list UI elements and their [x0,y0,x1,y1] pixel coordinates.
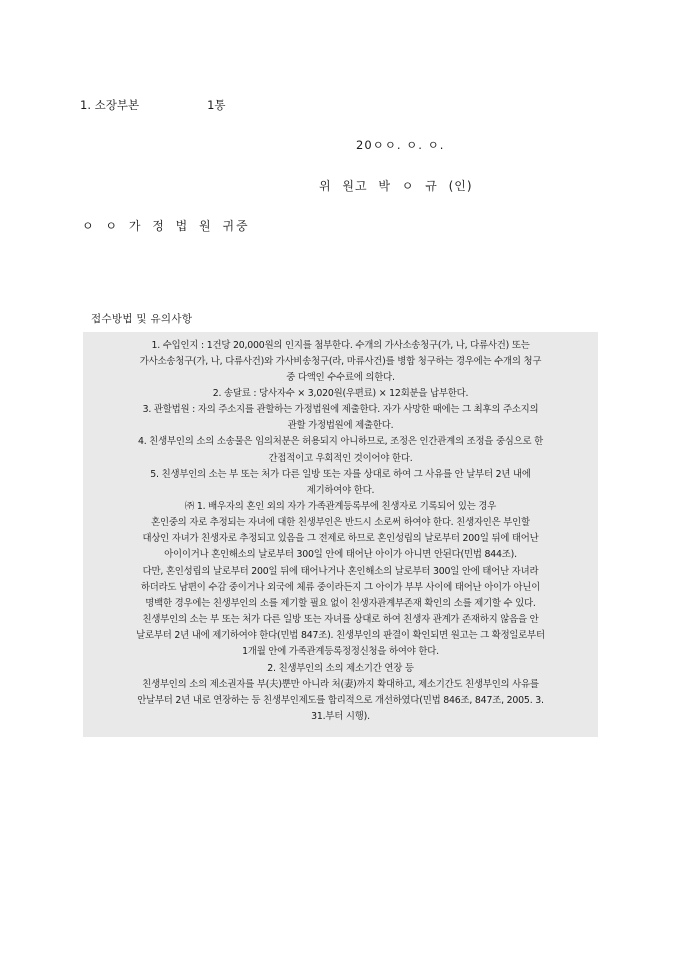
notes-line: 5. 친생부인의 소는 부 또는 처가 다른 일방 또는 자를 상대로 하여 그 사유를 안 날부터 2년 내에 [150,469,531,480]
notes-line: 1개월 안에 가족관계등록정정신청을 하여야 한다. [242,646,439,657]
notes-line: 날로부터 2년 내에 제기하여야 한다(민법 847조). 친생부인의 판결이 확인되면 원고는 그 확정일로부터 [136,630,545,641]
document-date: 20ㅇㅇ. ㅇ. ㅇ. [356,138,445,152]
notes-line: 가사소송청구(가, 나, 다류사건)와 가사비송청구(라, 마류사건)를 병합 청구하는 경우에는 수개의 청구 [139,356,542,367]
attachment-count: 1통 [207,98,226,112]
notes-line: 안날부터 2년 내로 연장하는 등 친생부인제도를 합리적으로 개선하였다(민법 846조, 847조, 2005. 3. [137,695,544,706]
notes-line: 1. 수입인지 : 1건당 20,000원의 인지를 첨부한다. 수개의 가사소송청구(가, 나, 다류사건) 또는 [151,340,530,351]
notes-line: 대상인 자녀가 친생자로 추정되고 있음을 그 전제로 하므로 혼인성립의 날로부터 200일 뒤에 태어난 [142,533,539,544]
notes-line: 관할 가정법원에 제출한다. [287,420,394,431]
notes-line: 제기하여야 한다. [306,485,375,496]
plaintiff-signature: 위 원고 박 ㅇ 규 (인) [319,179,473,193]
notes-line: 간접적이고 우회적인 것이어야 한다. [268,453,413,464]
notes-box [83,332,598,737]
notes-line: 혼인중의 자로 추정되는 자녀에 대한 친생부인은 반드시 소로써 하여야 한다. 친생자인은 부인할 [151,517,530,528]
attachment-line [80,97,226,113]
court-addressee: ㅇ ㅇ 가 정 법 원 귀중 [82,219,250,233]
notes-line: ㈜ 1. 배우자의 혼인 외의 자가 가족관계등록부에 친생자로 기록되어 있는 경우 [184,501,497,512]
notes-line: 친생부인의 소는 부 또는 처가 다른 일방 또는 자녀를 상대로 하여 친생자 관계가 존재하지 않음을 안 [142,614,539,625]
notes-line: 31.부터 시행). [311,711,370,722]
notes-line: 중 다액인 수수료에 의한다. [286,372,395,383]
notes-line: 하더라도 남편이 수감 중이거나 외국에 체류 중이라든지 그 아이가 부부 사이에 태어난 아이가 아닌이 [140,582,541,593]
notes-title: 접수방법 및 유의사항 [91,313,193,325]
notes-line: 4. 친생부인의 소의 소송물은 임의처분은 허용되지 아니하므로, 조정은 인간관계의 조정을 중심으로 한 [137,436,543,447]
notes-line: 2. 친생부인의 소의 제소기간 연장 등 [267,663,414,674]
notes-line: 3. 관할법원 : 자의 주소지를 관할하는 가정법원에 제출한다. 자가 사망한 때에는 그 최후의 주소지의 [142,404,539,415]
notes-line: 다만, 혼인성립의 날로부터 200일 뒤에 태어나거나 혼인해소의 날로부터 300일 안에 태어난 자녀라 [142,566,539,577]
notes-line: 친생부인의 소의 제소권자를 부(夫)뿐만 아니라 처(妻)까지 확대하고, 제소기간도 친생부인의 사유를 [142,679,539,690]
notes-line: 2. 송달료 : 당사자수 × 3,020원(우편료) × 12회분을 납부한다. [212,388,469,399]
notes-line: 아이이거나 혼인해소의 날로부터 300일 안에 태어난 아이가 아니면 안된다(민법 844조). [164,549,517,560]
attachment-label: 1. 소장부본 [80,98,140,112]
notes-line: 명백한 경우에는 친생부인의 소를 제기할 필요 없이 친생자관계부존재 확인의 소를 제기할 수 있다. [145,598,536,609]
